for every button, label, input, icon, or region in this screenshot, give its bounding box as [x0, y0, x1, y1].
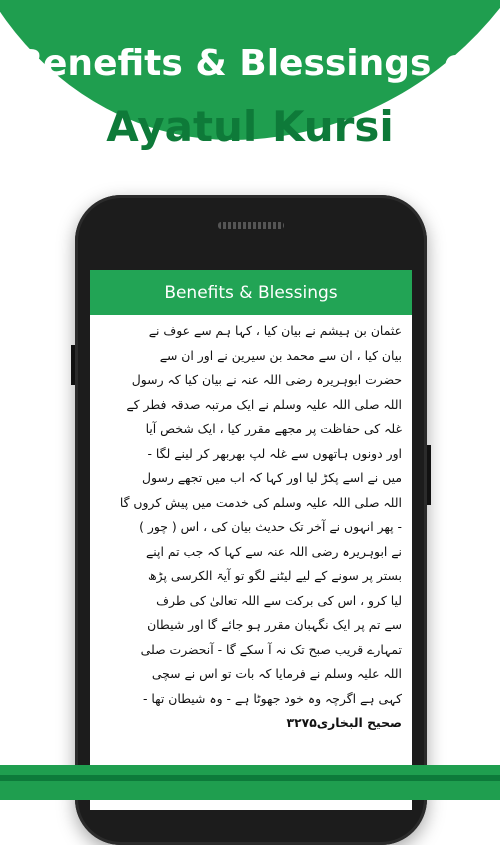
headline-line-2: Ayatul Kursi	[106, 102, 394, 151]
text-line: کہی ہے اگرچہ وہ خود جھوٹا ہے - وہ شیطان تھا -	[142, 690, 402, 706]
text-line: اللہ صلی اللہ علیہ وسلم کی خدمت میں پیش کروں گا	[119, 494, 402, 510]
text-line: لیا کرو ، اس کی برکت سے اللہ تعالیٰ کی طرف	[156, 592, 402, 608]
bottom-green-band	[0, 765, 500, 800]
bottom-band-stripe	[0, 775, 500, 781]
text-line: میں نے اسے پکڑ لیا اور کہا کہ اب میں تجھے رسول	[142, 470, 402, 485]
headline-line-1: Benefits & Blessings of	[15, 43, 485, 84]
text-line: - پھر انہوں نے آخر تک حدیث بیان کی ، اس ( چور )	[139, 519, 402, 534]
text-line: عثمان بن ہیشم نے بیان کیا ، کہا ہم سے عوف نے	[148, 323, 402, 338]
phone-side-button-left	[71, 345, 75, 385]
phone-side-button-right	[427, 445, 431, 505]
text-line: بیان کیا ، ان سے محمد بن سیرین نے اور ان سے	[159, 347, 402, 363]
text-line: اللہ صلی اللہ علیہ وسلم نے ایک مرتبہ صدقہ فطر کے	[126, 396, 402, 412]
text-line: غلہ کی حفاظت پر مجھے مقرر کیا ، ایک شخص آیا	[145, 421, 402, 436]
phone-speaker-grille	[218, 222, 284, 229]
text-line: نے ابوہریرہ رضی اللہ عنہ سے کہا کہ جب تم اپنے	[146, 543, 402, 559]
text-line: بستر پر سونے کے لیے لیٹنے لگو تو آیۃ الکرسی پڑھ	[148, 568, 402, 583]
text-line: تمہارے قریب صبح تک نہ آ سکے گا - آنحضرت صلی	[140, 641, 402, 657]
promo-headline	[0, 40, 500, 154]
text-line: اور دونوں ہاتھوں سے غلہ لپ بھربھر کر لینے لگا -	[147, 445, 402, 461]
text-line: اللہ علیہ وسلم نے فرمایا کہ بات تو اس نے سچی	[151, 666, 402, 681]
text-line: حضرت ابوہریرہ رضی اللہ عنہ نے بیان کیا کہ رسول	[131, 372, 402, 387]
text-line: سے تم پر ایک نگہبان مقرر ہو جائے گا اور شیطان	[147, 617, 402, 632]
hadith-text-content[interactable]	[90, 315, 412, 736]
phone-screen	[90, 270, 412, 810]
app-bar-title: Benefits & Blessings	[164, 282, 338, 303]
app-bar	[90, 270, 412, 315]
hadith-reference: صحیح البخاری۳۲۷۵	[286, 715, 402, 730]
